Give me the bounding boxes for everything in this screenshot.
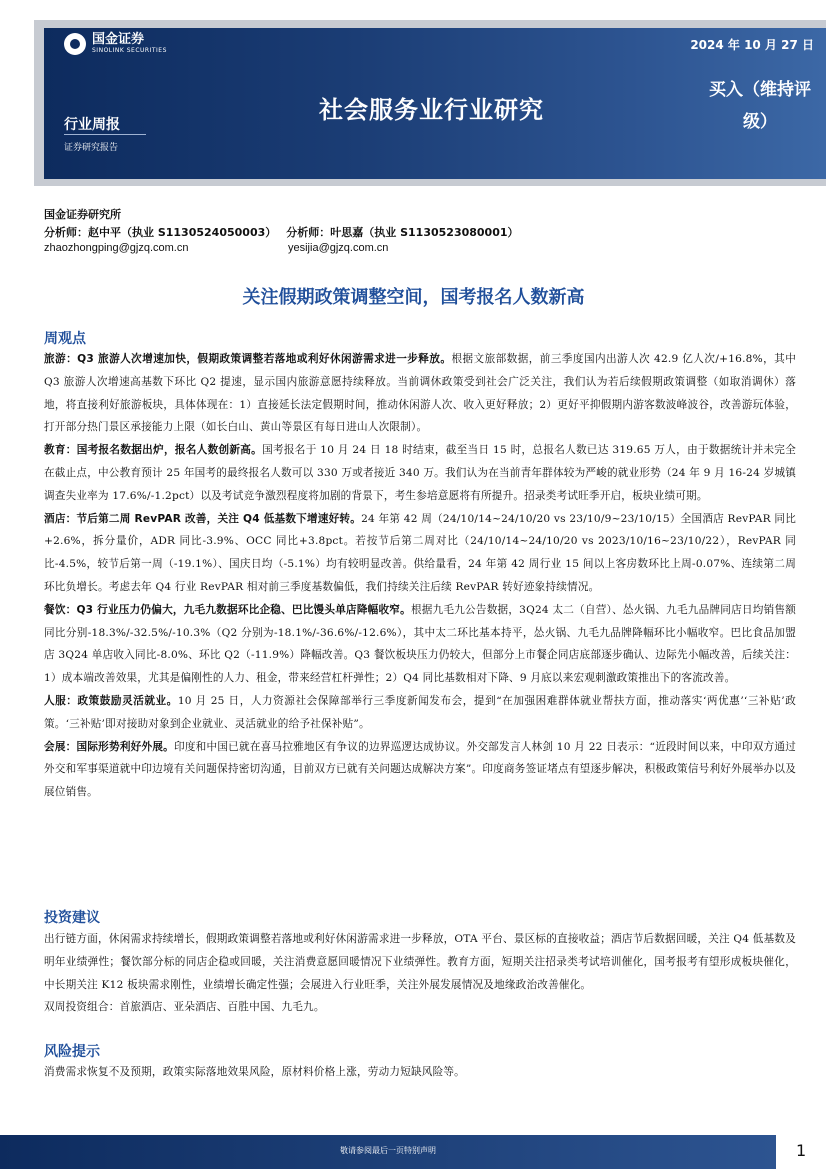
section-title-weekly: 周观点	[44, 331, 86, 347]
risk-paragraph: 消费需求恢复不及预期，政策实际落地效果风险，原材料价格上涨，劳动力短缺风险等。	[44, 1066, 465, 1078]
paragraph-tourism	[44, 348, 796, 439]
footer-disclaimer: 敬请参阅最后一页特别声明	[340, 1146, 436, 1155]
paragraph-catering	[44, 599, 796, 690]
logo-name-cn: 国金证券	[92, 32, 145, 47]
page-number: 1	[796, 1141, 807, 1160]
report-date: 2024 年 10 月 27 日	[690, 38, 814, 52]
company-logo	[64, 33, 167, 55]
hotel-body: 24 年第 42 周（24/10/14~24/10/20 vs 23/10/9~23/10/15）全国酒店 RevPAR 同比+2.6%，拆分量价，ADR 同比-3.9%、OCC 同比+3.8pct。若按节后第二周对比（24/10/14~24/10/20 vs 2023/10/16~23/10/22），RevPAR 同比-4.5%，较节后第一周（-19.1%）、国庆日均（-5.1%）均有较明显改善。供给量看，24 年第 42 周行业 15 间以上客房数环比上周-0.07%、连续第二周环比负增长。考虑去年 Q4 行业 RevPAR 相对前三季度基数偏低，我们持续关注后续 RevPAR 转好迹象持续情况。	[44, 512, 796, 593]
education-body: 国考报名于 10 月 24 日 18 时结束，截至当日 15 时，总报名人数已达 319.65 万人，由于数据统计并未完全在截止点，中公教育预计 25 年国考的最终报名人数可以 330 万或者接近 340 万。我们认为在当前青年群体较为严峻的就业形势（24 年 9 月 16-24 岁城镇调查失业率为 17.6%/-1.2pct）以及考试竞争激烈程度将加剧的背景下，考生参培意愿将有所提升。招录类考试旺季开启，板块业绩可期。	[44, 444, 797, 502]
risk-body	[44, 1061, 796, 1084]
analyst-emails	[44, 242, 389, 254]
invest-body	[44, 928, 796, 1019]
analyst-list	[44, 224, 529, 240]
expo-lead: 会展：国际形势利好外展。	[44, 740, 175, 753]
section-title-invest: 投资建议	[44, 910, 100, 926]
report-type: 行业周报	[64, 117, 120, 133]
hotel-lead: 酒店：节后第二周 RevPAR 改善，关注 Q4 低基数下增速好转。	[44, 512, 362, 525]
analyst-1-email[interactable]: zhaozhongping@gjzq.com.cn	[44, 242, 189, 254]
header-divider	[64, 134, 146, 135]
education-lead: 教育：国考报名数据出炉，报名人数创新高。	[44, 444, 263, 457]
logo-name-en: SINOLINK SECURITIES	[92, 47, 167, 54]
paragraph-education	[44, 439, 796, 507]
rating-line-2: 级）	[743, 112, 777, 132]
hr-lead: 人服：政策鼓励灵活就业。	[44, 694, 178, 707]
tourism-lead: 旅游：Q3 旅游人次增速加快，假期政策调整若落地或利好休闲游需求进一步释放。	[44, 353, 452, 365]
research-institute: 国金证券研究所	[44, 208, 121, 221]
rating-badge	[696, 74, 824, 138]
paragraph-hotel	[44, 508, 796, 599]
expo-body: 印度和中国已就在喜马拉雅地区有争议的边界巡逻达成协议。外交部发言人林剑 10 月 22 日表示：“近段时间以来，中印双方通过外交和军事渠道就中印边境有关问题保持密切沟通，目前双方已就有关问题达成解决方案”。印度商务签证堵点有望逐步解决，积极政策信号利好外展举办以及展位销售。	[44, 740, 796, 799]
report-header	[44, 28, 826, 179]
analyst-2: 分析师：叶思嘉（执业 S1130523080001）	[286, 226, 519, 239]
analyst-2-email[interactable]: yesijia@gjzq.com.cn	[288, 242, 389, 254]
rating-line-1: 买入（维持评	[709, 80, 811, 100]
report-category-title: 社会服务业行业研究	[319, 96, 544, 124]
analyst-1: 分析师：赵中平（执业 S1130524050003）	[44, 226, 277, 239]
tourism-body: 根据文旅部数据，前三季度国内出游人次 42.9 亿人次/+16.8%，其中 Q3 旅游人次增速高基数下环比 Q2 提速，显示国内旅游意愿持续释放。当前调休政策受到社会广泛关注，我们认为若后续假期政策调整（如取消调休）落地，将直接利好旅游板块，具体体现在：1）直接延长法定假期时间，推动休闲游人次、收入更好释放；2）更好平抑假期内游客数波峰波谷，改善游玩体验，打开部分热门景区承接能力上限（如长白山、黄山等景区有每日进山人次限制）。	[44, 353, 796, 434]
report-main-title: 关注假期政策调整空间，国考报名人数新高	[242, 287, 585, 308]
invest-paragraph: 出行链方面，休闲需求持续增长，假期政策调整若落地或利好休闲游需求进一步释放，OTA 平台、景区标的直接收益；酒店节后数据回暖，关注 Q4 低基数及明年业绩弹性；餐饮部分标的同店企稳或回暖，关注消费意愿回暖情况下业绩弹性。教育方面，短期关注招录类考试培训催化，国考报考有望形成板块催化，中长期关注 K12 板块需求刚性，业绩增长确定性强；会展进入行业旺季，关注外展发展情况及地缘政治改善催化。	[44, 933, 796, 991]
section-title-risk: 风险提示	[44, 1044, 100, 1060]
report-subtype: 证券研究报告	[64, 143, 119, 153]
paragraph-hr	[44, 690, 796, 736]
logo-mark-icon	[64, 33, 86, 55]
page-footer	[0, 1135, 827, 1169]
weekly-view-body	[44, 348, 796, 804]
catering-body: 根据九毛九公告数据，3Q24 太二（自营）、怂火锅、九毛九品牌同店日均销售额同比分别-18.3%/-32.5%/-10.3%（Q2 分别为-18.1%/-36.6%/-12.6%），其中太二环比基本持平，怂火锅、九毛九品牌降幅环比小幅收窄。巴比食品加盟店 3Q24 单店收入同比-8.0%、环比 Q2（-11.9%）降幅改善。Q3 餐饮板块压力仍较大，但部分上市餐企同店底部逐步确认、边际先小幅改善，后续关注：1）成本端改善效果，尤其是偏刚性的人力、租金，带来经营杠杆弹性；2）Q4 同比基数相对下降、9 月底以来宏观刺激政策推出下的客流改善。	[44, 603, 796, 685]
paragraph-expo	[44, 736, 796, 804]
catering-lead: 餐饮：Q3 行业压力仍偏大，九毛九数据环比企稳、巴比馒头单店降幅收窄。	[44, 603, 411, 616]
hr-body: 10 月 25 日，人力资源社会保障部举行三季度新闻发布会，提到“在加强困难群体就业帮扶方面，推动落实‘两优惠’‘三补贴’政策。‘三补贴’即对接助对象到企业就业、灵活就业的给予社保补贴”。	[44, 694, 796, 730]
invest-portfolio: 双周投资组合：首旅酒店、亚朵酒店、百胜中国、九毛九。	[44, 1001, 325, 1014]
